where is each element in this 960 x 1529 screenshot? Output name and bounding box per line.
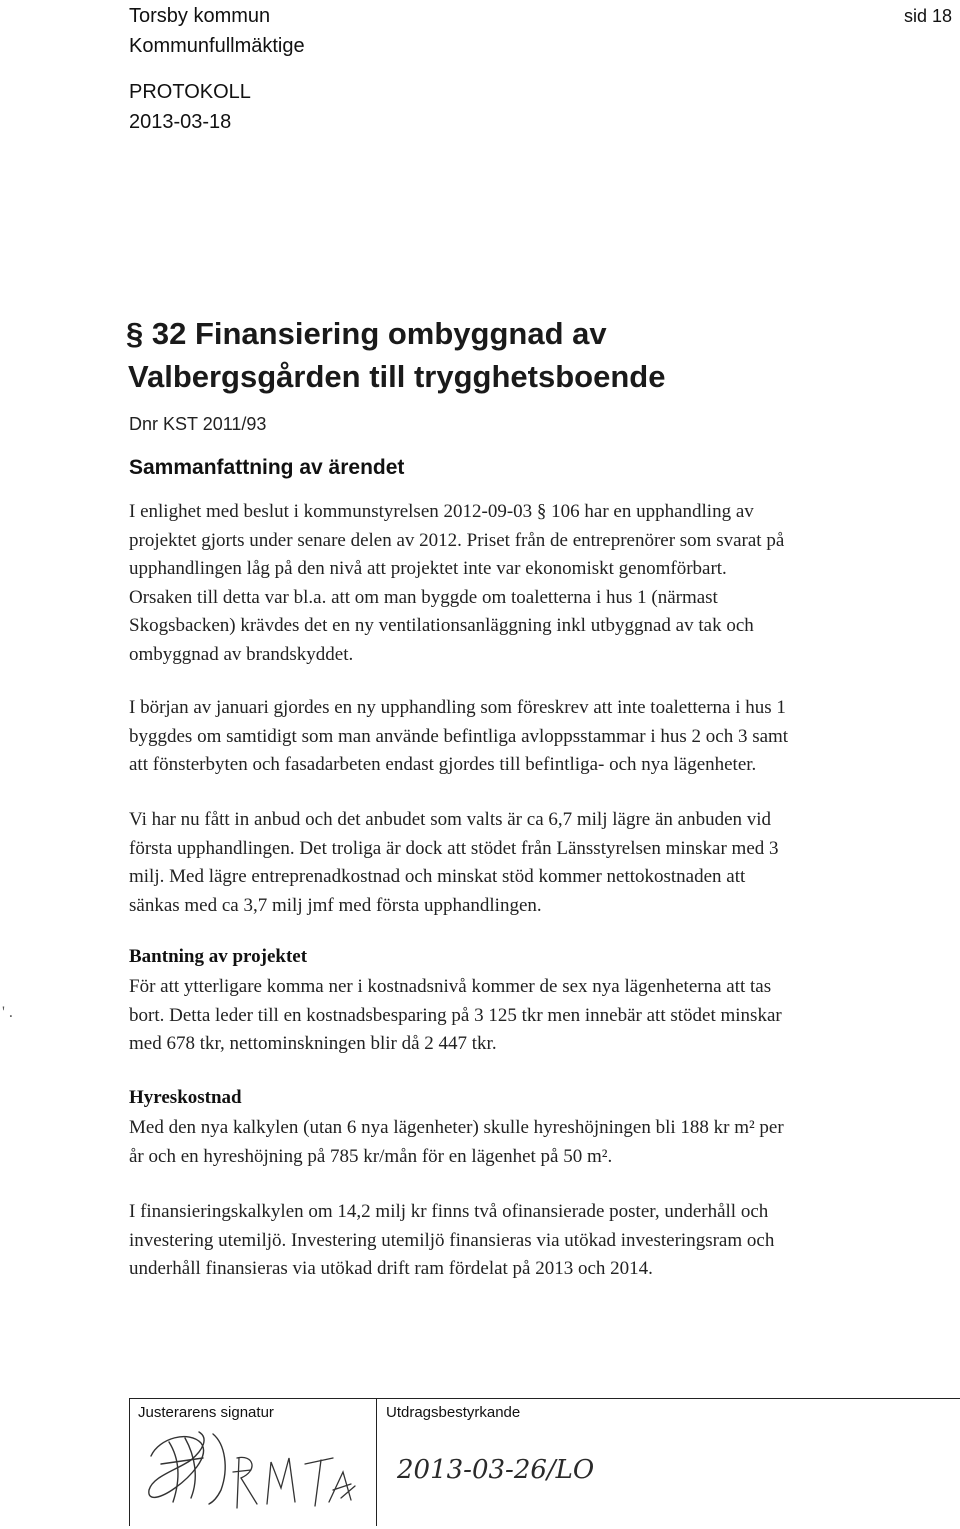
paragraph-bantning [129,973,949,1059]
initial-t [305,1458,333,1506]
assembly-name: Kommunfullmäktige [129,35,305,57]
text-line: upphandlingen låg på den nivå att projektet inte var ekonomiskt genomförbart. [129,558,727,579]
margin-marks: ' . [2,1004,13,1021]
text-line: Orsaken till detta var bl.a. att om man byggde om toaletterna i hus 1 (närmast [129,586,718,608]
page-number: sid 18 [903,6,952,26]
hyreskostnad-heading: Hyreskostnad [129,1087,242,1108]
text-line: Vi har nu fått in anbud och det anbudet som valts är ca 6,7 milj lägre än anbuden vid [129,809,772,830]
case-number: Dnr KST 2011/93 [129,414,267,434]
text-line: Skogsbacken) krävdes det en ny ventilationsanläggning inkl utbyggnad av tak och [129,615,754,636]
section-title-line1: § 32 Finansiering ombyggnad av [126,316,607,351]
paragraph-bids [129,806,949,920]
text-line: att fönsterbyten och fasadarbeten endast gjordes till befintliga- och nya lägenheter. [129,754,757,775]
text-line: investering utemiljö. Investering utemiljö finansieras via utökad investeringsram och [129,1229,775,1251]
signature-scribble-3 [209,1434,225,1504]
text-line: första upphandlingen. Det troliga är dock att stödet från Länsstyrelsen minskar med 3 [129,837,779,859]
section-title-line2: Valbergsgården till trygghetsboende [128,359,666,394]
text-line: ombyggnad av brandskyddet. [129,643,354,665]
paragraph-new-procurement [129,694,949,780]
paragraph-financing [129,1198,949,1284]
utdrag-label: Utdragsbestyrkande [386,1404,521,1421]
initial-r [233,1457,257,1508]
municipality-name: Torsby kommun [129,5,271,27]
signature-table [129,1398,960,1526]
handwritten-date: 2013-03-26/LO [397,1455,595,1485]
text-line: milj. Med lägre entreprenadkostnad och minskat stöd kommer nettokostnaden att [129,866,746,887]
text-line: byggdes om samtidigt som man använde befintliga avloppsstammar i hus 2 och 3 samt [129,725,789,747]
text-line: Med den nya kalkylen (utan 6 nya lägenheter) skulle hyreshöjningen bli 188 kr m² per [129,1117,784,1138]
document-type: PROTOKOLL [129,81,251,103]
text-line: I början av januari gjordes en ny upphandling som föreskrev att inte toaletterna i hus 1 [129,697,786,718]
text-line: För att ytterligare komma ner i kostnadsnivå kommer de sex nya lägenheterna att tas [129,976,772,997]
paragraph-hyreskostnad [129,1114,949,1171]
justerare-label: Justerarens signatur [138,1404,274,1421]
text-line: år och en hyreshöjning på 785 kr/mån för en lägenhet på 50 m². [129,1145,613,1167]
text-line: bort. Detta leder till en kostnadsbesparing på 3 125 tkr men innebär att stödet minskar [129,1004,782,1026]
handwritten-signatures [129,1398,960,1526]
initial-m [267,1458,295,1504]
text-line: sänkas med ca 3,7 milj jmf med första upphandlingen. [129,894,542,916]
text-line: I finansieringskalkylen om 14,2 milj kr finns två ofinansierade poster, underhåll och [129,1201,769,1222]
initial-a [329,1472,355,1502]
text-line: med 678 tkr, nettominskningen blir då 2 447 tkr. [129,1033,497,1054]
text-line: underhåll finansieras via utökad drift ram fördelat på 2013 och 2014. [129,1258,653,1279]
text-line: I enlighet med beslut i kommunstyrelsen 2012-09-03 § 106 har en upphandling av [129,501,754,522]
text-line: projektet gjorts under senare delen av 2012. Priset från de entreprenörer som svarat på [129,529,785,551]
meeting-date: 2013-03-18 [129,111,232,133]
paragraph-procurement [129,498,949,669]
summary-heading: Sammanfattning av ärendet [129,456,405,479]
bantning-heading: Bantning av projektet [129,946,308,967]
